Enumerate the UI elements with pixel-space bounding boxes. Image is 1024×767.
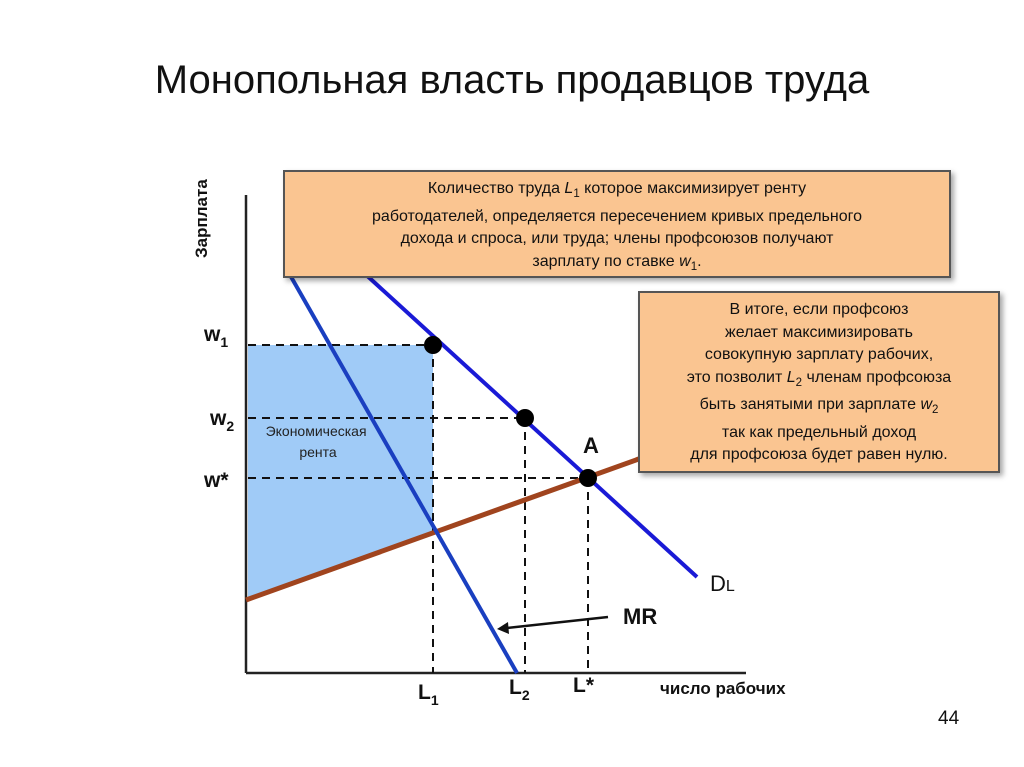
- w1-point: [424, 336, 442, 354]
- l2-label: $L_2$: [509, 676, 530, 703]
- union-wage-note-line: быть занятыми при зарплате $w_2$: [699, 396, 939, 417]
- economic-rent-label: Экономическая рента: [265, 423, 367, 460]
- mr-pointer-arrowhead: [497, 622, 509, 634]
- union-wage-note-line: желает максимизировать: [725, 323, 913, 341]
- employer-rent-note-line: дохода и спроса, или труда; члены профсоюзов получают: [400, 230, 834, 248]
- slide-title: Монопольная власть продавцов труда: [154, 58, 870, 102]
- union-wage-note-line: для профсоюза будет равен нулю.: [690, 446, 948, 464]
- union-wage-note-line: это позволит $L_2$ членам профсоюза: [686, 368, 952, 389]
- l1-label: $L_1$: [418, 681, 439, 708]
- lstar-label: L*: [573, 674, 594, 697]
- union-wage-note-line: совокупную зарплату рабочих,: [704, 346, 934, 363]
- wstar-label: w*: [204, 469, 229, 492]
- x-axis-label: число рабочих: [660, 679, 786, 698]
- union-wage-note: [638, 291, 1000, 473]
- mr-label: MR: [623, 604, 658, 629]
- employer-rent-note-line: работодателей, определяется пересечением кривых предельного: [372, 207, 862, 225]
- w2-label: $w_2$: [210, 407, 235, 434]
- economic-rent-area: [248, 345, 433, 598]
- w1-label: $w_1$: [204, 323, 229, 350]
- union-wage-note-line: В итоге, если профсоюз: [729, 301, 909, 318]
- page-number: 44: [938, 708, 960, 729]
- employer-rent-note: [283, 170, 951, 278]
- union-wage-note-line: так как предельный доход: [721, 423, 917, 441]
- mr-pointer-arrow: [507, 617, 608, 628]
- y-axis-label: Зарплата: [192, 179, 211, 258]
- employer-rent-note-line: зарплату по ставке $w_1$.: [532, 252, 702, 273]
- w2-point: [516, 409, 534, 427]
- demand-label: DL: [710, 571, 735, 596]
- point-a-label: A: [583, 433, 599, 458]
- employer-rent-note-line: Количество труда $L_1$ которое максимизирует ренту: [427, 180, 807, 201]
- point-a: [579, 469, 597, 487]
